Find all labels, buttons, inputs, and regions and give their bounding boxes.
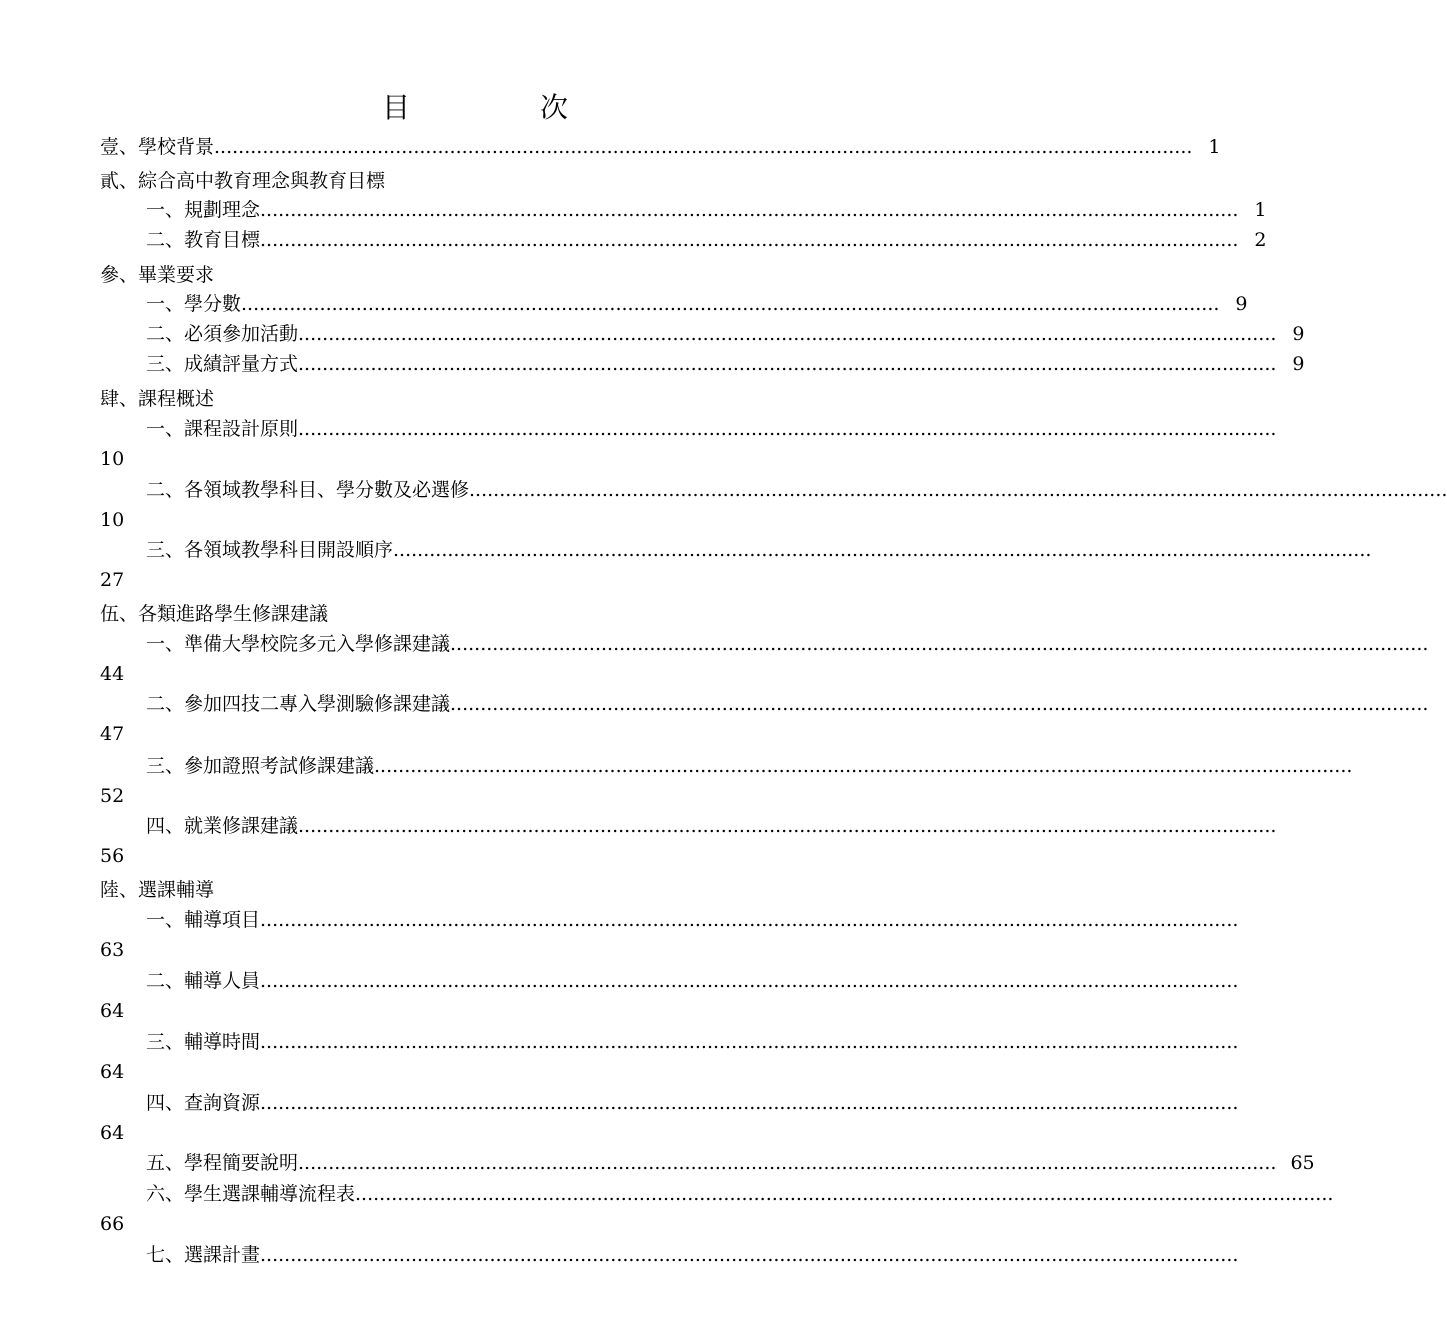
toc-page-number: 64 <box>100 1000 125 1022</box>
toc-entry-4-3[interactable]: 三、各領域教學科目開設順序 .................................................................................................................................................................. <box>146 539 1372 561</box>
toc-page-number: 63 <box>100 939 125 961</box>
toc-entry-2-1[interactable]: 一、規劃理念 .................................................................................................................................................................. 1 <box>146 199 1267 221</box>
toc-entry-6-1[interactable]: 一、輔導項目 .................................................................................................................................................................. <box>146 909 1239 931</box>
toc-entry-5-2[interactable]: 二、參加四技二專入學測驗修課建議 .................................................................................................................................................................. <box>146 693 1429 715</box>
toc-entry-6-2[interactable]: 二、輔導人員 .................................................................................................................................................................. <box>146 970 1239 992</box>
toc-page-number: 56 <box>100 845 125 867</box>
toc-page-number: 10 <box>100 448 125 470</box>
toc-page-number: 64 <box>100 1122 125 1144</box>
title-char-1: 目 <box>381 91 410 124</box>
toc-entry-6-4[interactable]: 四、查詢資源 .................................................................................................................................................................. <box>146 1092 1239 1114</box>
toc-entry-3-2[interactable]: 二、必須參加活動 .................................................................................................................................................................. 9 <box>146 323 1305 345</box>
toc-entry-5-1[interactable]: 一、準備大學校院多元入學修課建議 .................................................................................................................................................................. <box>146 633 1429 655</box>
toc-page-number: 47 <box>100 723 125 745</box>
toc-page-number: 52 <box>100 785 125 807</box>
toc-entry-4-2[interactable]: 二、各領域教學科目、學分數及必選修 .................................................................................................................................................................. <box>146 479 1447 501</box>
toc-section-heading[interactable]: 貳、綜合高中教育理念與教育目標 <box>100 170 386 192</box>
title-char-2: 次 <box>540 91 569 124</box>
toc-entry-2-2[interactable]: 二、教育目標 .................................................................................................................................................................. 2 <box>146 229 1267 251</box>
toc-entry-6-7[interactable]: 七、選課計畫 .................................................................................................................................................................. <box>146 1244 1239 1266</box>
toc-section-heading[interactable]: 參、畢業要求 <box>100 264 215 286</box>
toc-page-number: 66 <box>100 1213 125 1235</box>
toc-section-heading[interactable]: 陸、選課輔導 <box>100 879 215 901</box>
toc-entry-1[interactable]: 壹、學校背景 .................................................................................................................................................................. 1 <box>100 136 1221 158</box>
toc-entry-5-4[interactable]: 四、就業修課建議 .................................................................................................................................................................. <box>146 815 1277 837</box>
toc-section-heading[interactable]: 肆、課程概述 <box>100 388 215 410</box>
toc-page-number: 44 <box>100 663 125 685</box>
toc-page-number: 27 <box>100 569 125 591</box>
toc-page-number: 10 <box>100 509 125 531</box>
toc-entry-6-3[interactable]: 三、輔導時間 .................................................................................................................................................................. <box>146 1031 1239 1053</box>
toc-entry-5-3[interactable]: 三、參加證照考試修課建議 .................................................................................................................................................................. <box>146 755 1353 777</box>
toc-page-number: 64 <box>100 1061 125 1083</box>
toc-entry-6-5[interactable]: 五、學程簡要說明 .................................................................................................................................................................. 65 <box>146 1152 1315 1174</box>
toc-entry-4-1[interactable]: 一、課程設計原則 .................................................................................................................................................................. <box>146 418 1277 440</box>
toc-entry-3-3[interactable]: 三、成績評量方式 .................................................................................................................................................................. 9 <box>146 353 1305 375</box>
toc-section-heading[interactable]: 伍、各類進路學生修課建議 <box>100 603 329 625</box>
toc-entry-3-1[interactable]: 一、學分數 .................................................................................................................................................................. 9 <box>146 293 1248 315</box>
toc-entry-6-6[interactable]: 六、學生選課輔導流程表 .................................................................................................................................................................. <box>146 1183 1334 1205</box>
